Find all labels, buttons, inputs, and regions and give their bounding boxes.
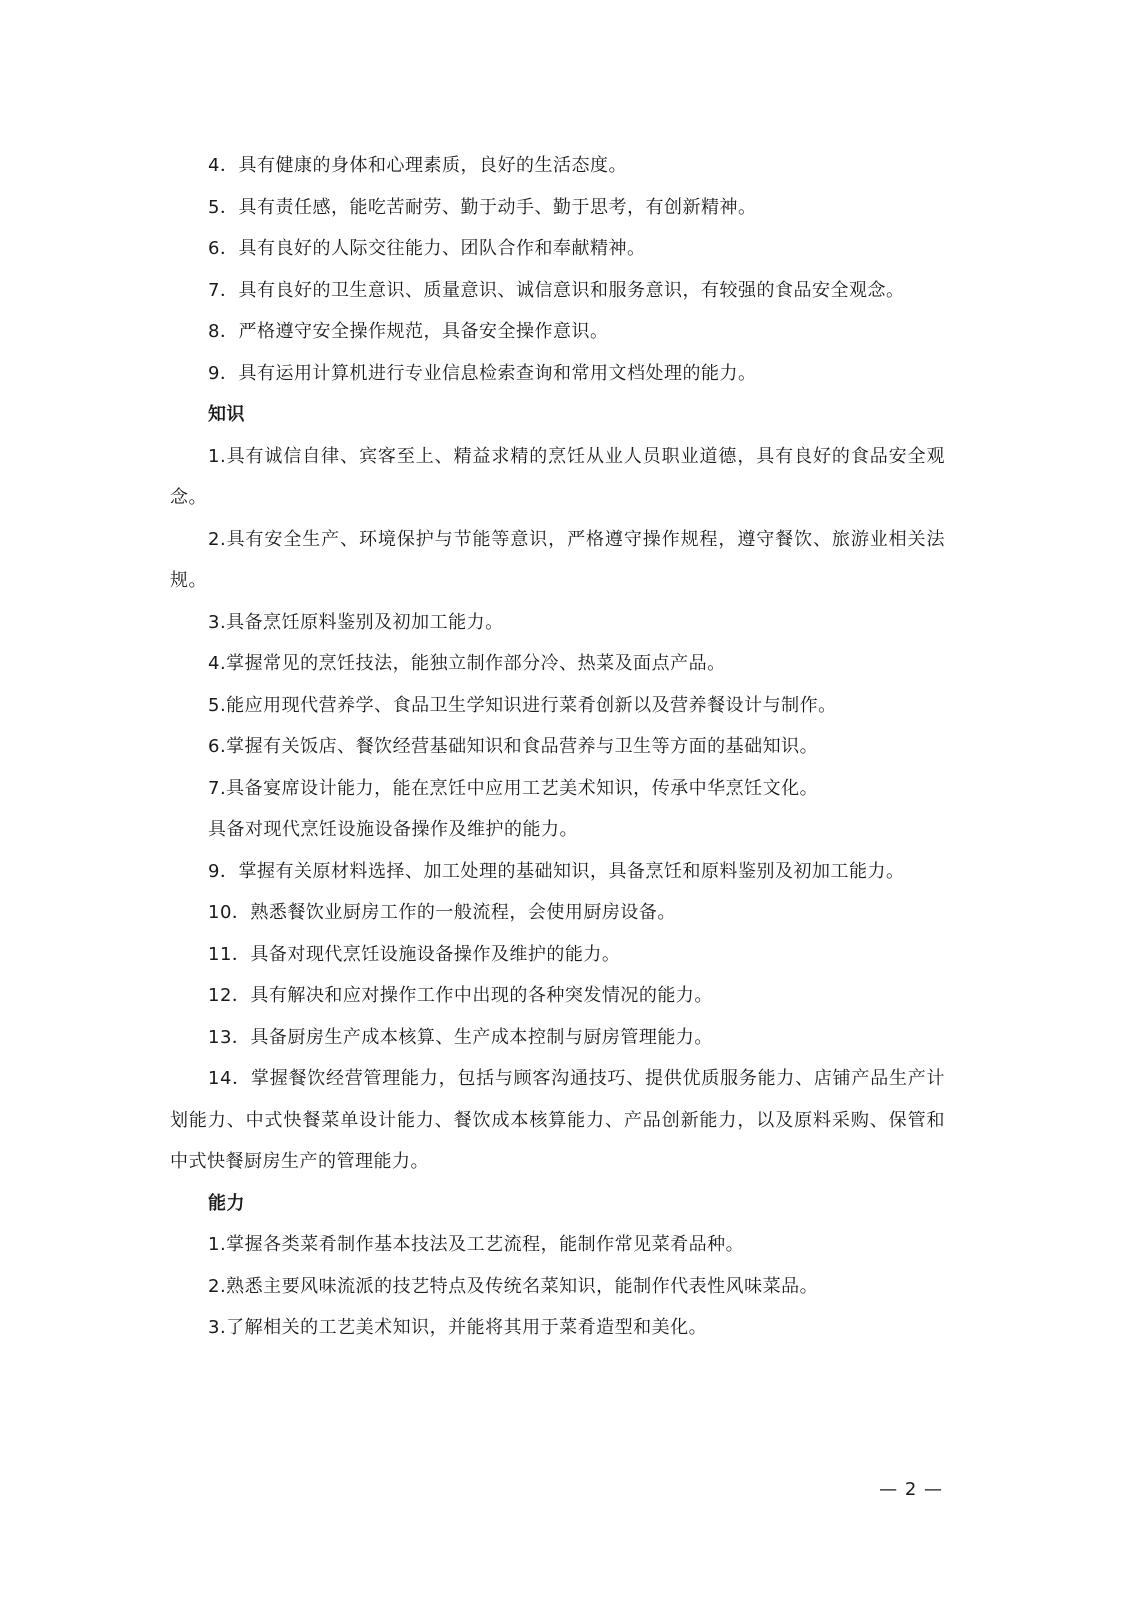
attitude-item-9: 9．具有运用计算机进行专业信息检索查询和常用文档处理的能力。 xyxy=(208,362,757,384)
knowledge-item-10: 10．熟悉餐饮业厨房工作的一般流程，会使用厨房设备。 xyxy=(208,902,676,923)
attitude-item-7: 7．具有良好的卫生意识、质量意识、诚信意识和服务意识，有较强的食品安全观念。 xyxy=(208,279,905,301)
ability-heading: 能力 xyxy=(208,1192,245,1214)
attitude-item-5: 5．具有责任感，能吃苦耐劳、勤于动手、勤于思考，有创新精神。 xyxy=(208,196,757,218)
ability-item-3: 3.了解相关的工艺美术知识，并能将其用于菜肴造型和美化。 xyxy=(208,1317,708,1338)
ability-item-2: 2.熟悉主要风味流派的技艺特点及传统名菜知识，能制作代表性风味菜品。 xyxy=(208,1275,819,1297)
attitude-item-8: 8．严格遵守安全操作规范，具备安全操作意识。 xyxy=(208,321,609,342)
knowledge-item-13: 13．具备厨房生产成本核算、生产成本控制与厨房管理能力。 xyxy=(208,1026,713,1048)
knowledge-item-12: 12．具有解决和应对操作工作中出现的各种突发情况的能力。 xyxy=(208,985,713,1006)
ability-item-1: 1.掌握各类菜肴制作基本技法及工艺流程，能制作常见菜肴品种。 xyxy=(208,1234,745,1255)
knowledge-item-1: 1.具有诚信自律、宾客至上、精益求精的烹饪从业人员职业道德，具有良好的食品安全观念。 xyxy=(170,445,945,508)
page-number: — 2 — xyxy=(879,1479,943,1500)
knowledge-item-14: 14．掌握餐饮经营管理能力，包括与顾客沟通技巧、提供优质服务能力、店铺产品生产计划能力、中式快餐菜单设计能力、餐饮成本核算能力、产品创新能力，以及原料采购、保管和中式快餐厨房生产的管理能力。 xyxy=(170,1068,945,1172)
attitude-item-6: 6．具有良好的人际交往能力、团队合作和奉献精神。 xyxy=(208,238,646,259)
knowledge-item-11: 11．具备对现代烹饪设施设备操作及维护的能力。 xyxy=(208,943,621,965)
knowledge-item-9: 9．掌握有关原材料选择、加工处理的基础知识，具备烹饪和原料鉴别及初加工能力。 xyxy=(208,860,905,882)
knowledge-item-5: 5.能应用现代营养学、食品卫生学知识进行菜肴创新以及营养餐设计与制作。 xyxy=(208,694,837,716)
knowledge-item-2: 2.具有安全生产、环境保护与节能等意识，严格遵守操作规程，遵守餐饮、旅游业相关法规。 xyxy=(170,528,945,591)
knowledge-heading: 知识 xyxy=(208,404,245,425)
knowledge-item-6: 6.掌握有关饭店、餐饮经营基础知识和食品营养与卫生等方面的基础知识。 xyxy=(208,736,819,757)
attitude-item-4: 4．具有健康的身体和心理素质，良好的生活态度。 xyxy=(208,155,627,176)
knowledge-item-3: 3.具备烹饪原料鉴别及初加工能力。 xyxy=(208,611,504,633)
knowledge-item-8: 具备对现代烹饪设施设备操作及维护的能力。 xyxy=(208,819,578,840)
knowledge-item-4: 4.掌握常见的烹饪技法，能独立制作部分冷、热菜及面点产品。 xyxy=(208,653,726,674)
knowledge-item-7: 7.具备宴席设计能力，能在烹饪中应用工艺美术知识，传承中华烹饪文化。 xyxy=(208,777,819,799)
document-body xyxy=(170,145,945,1349)
